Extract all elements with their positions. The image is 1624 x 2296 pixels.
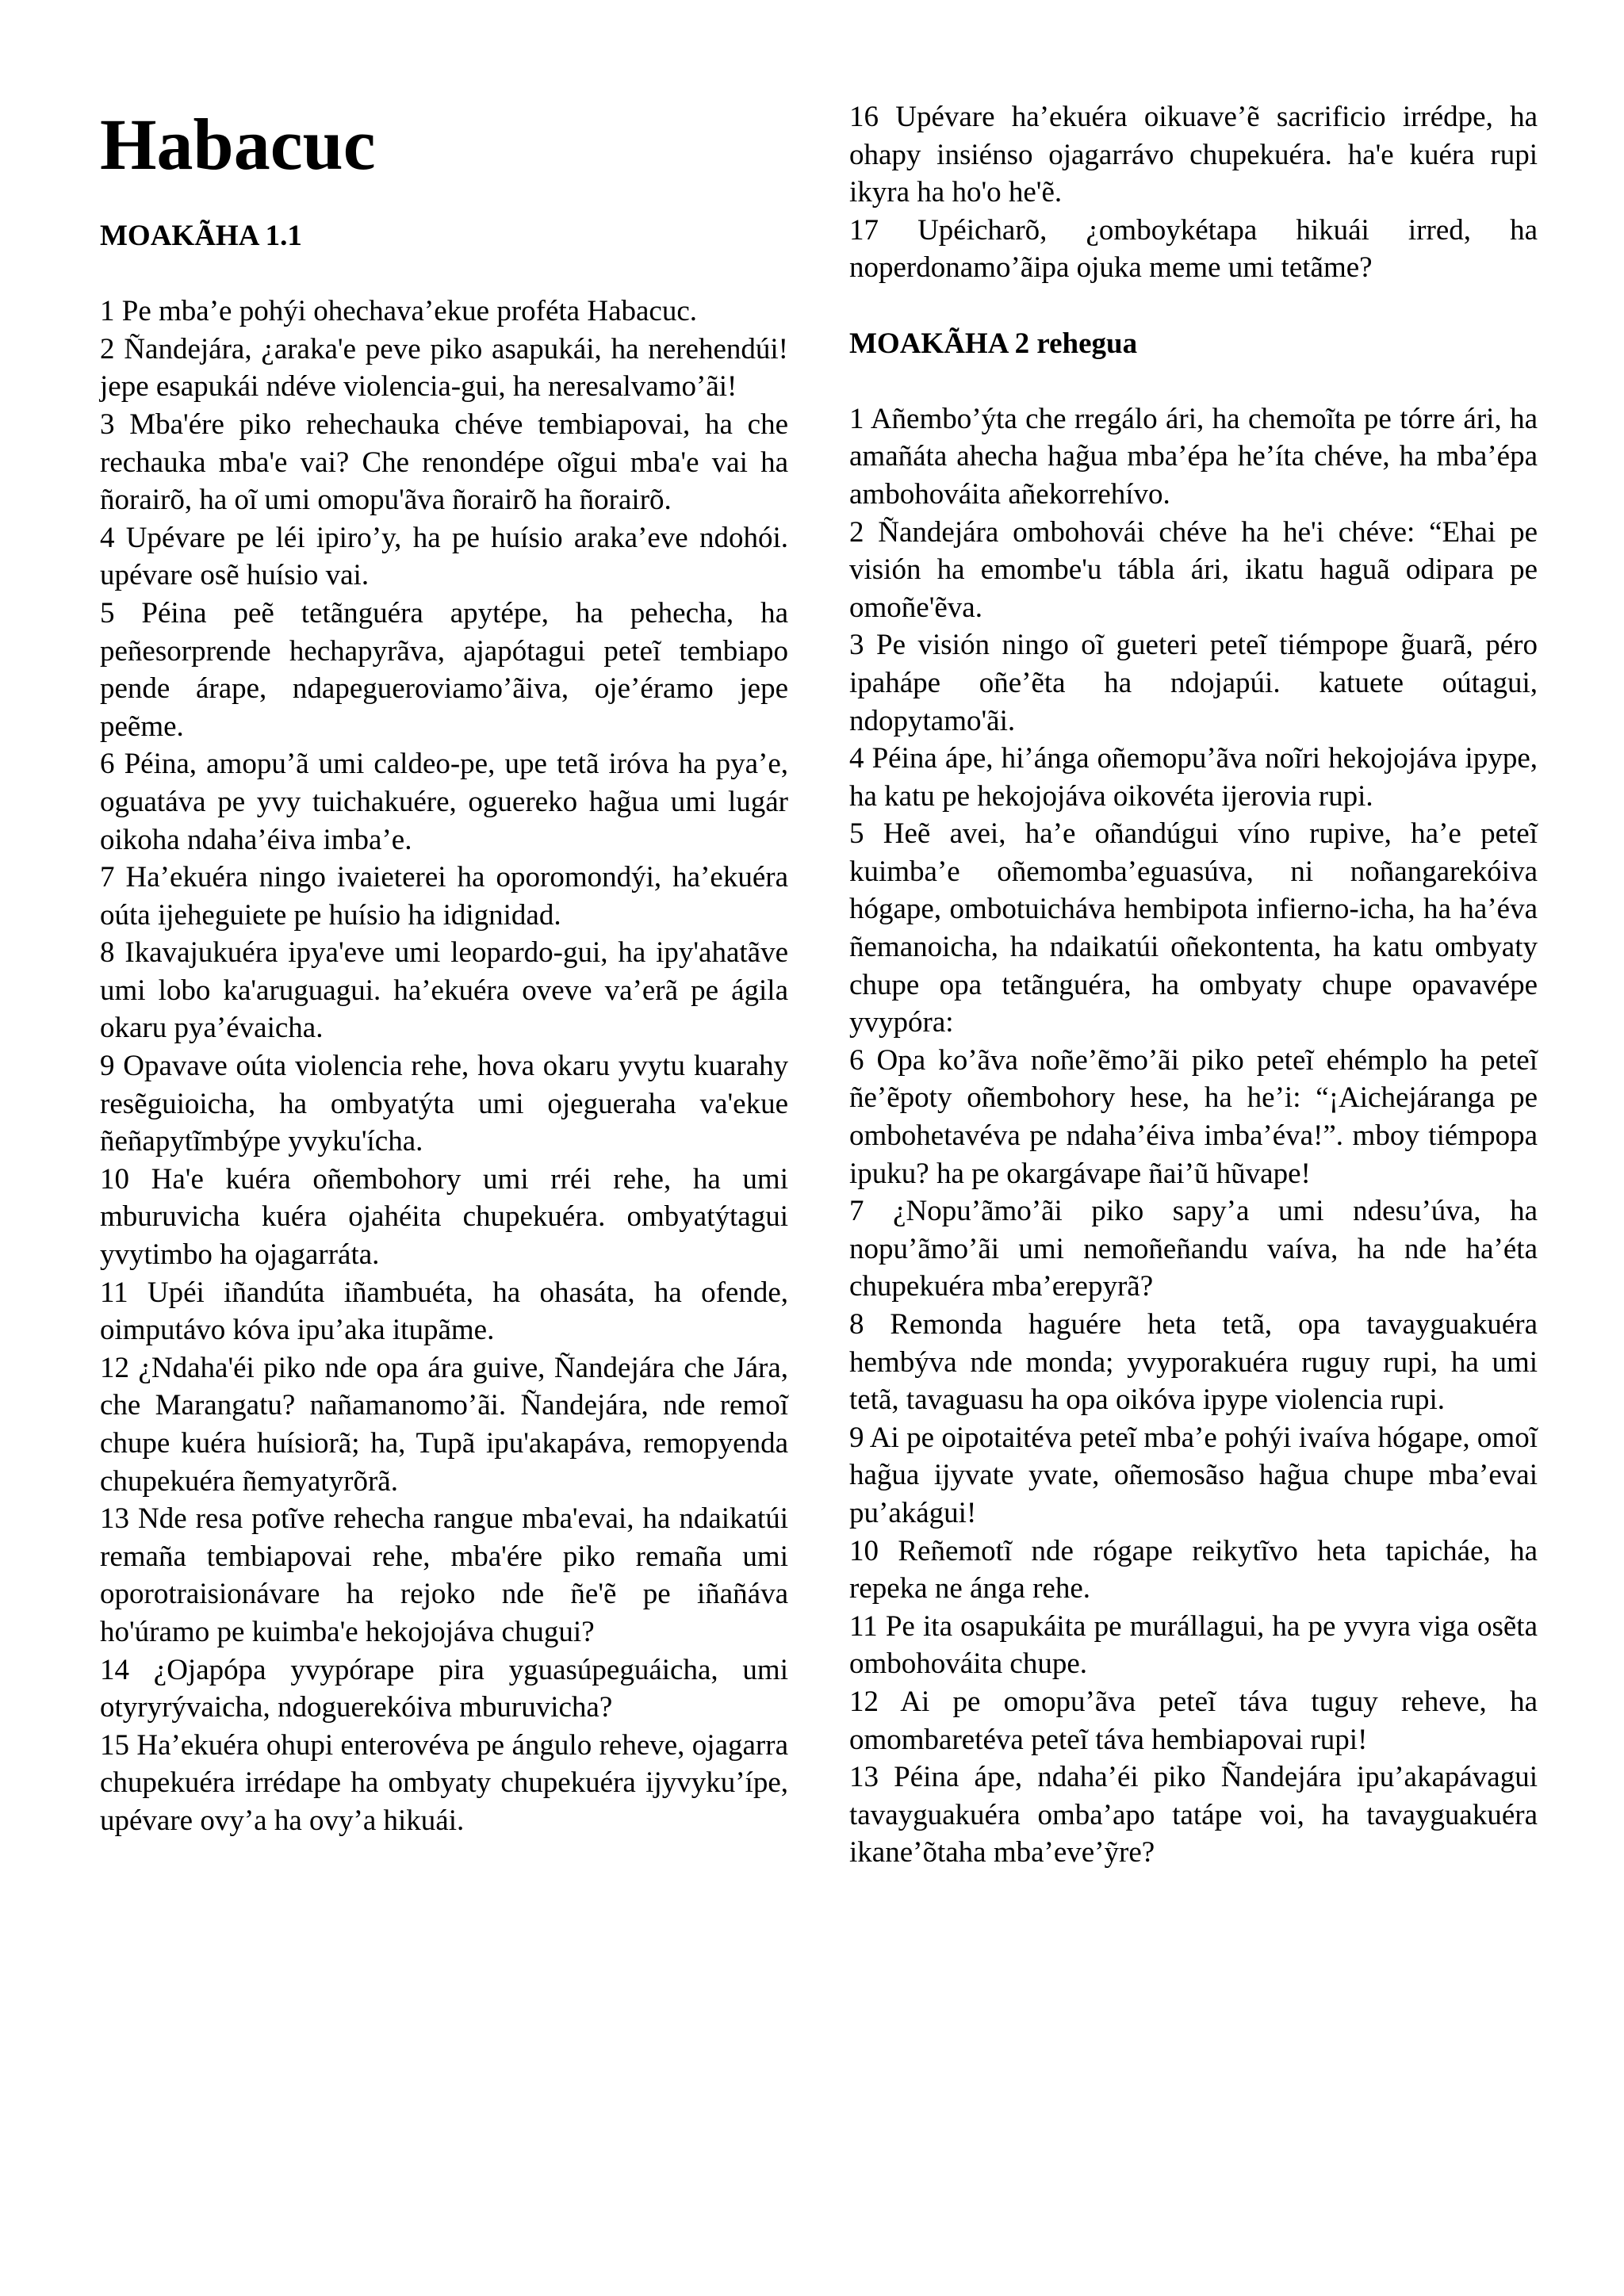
verse: 9 Opavave oúta violencia rehe, hova okaru yvytu kuarahy resẽguioicha, ha ombyatýta umi ojegueraha va'ekue ñeñapytĩmbýpe yvyku'ícha.: [100, 1050, 788, 1158]
spacer: [849, 362, 1538, 400]
verse: 16 Upévare ha’ekuéra oikuave’ẽ sacrificio irrédpe, ha ohapy insiénso ojagarrávo chupekuéra. ha'e kuéra rupi ikyra ha ho'o he'ẽ.: [849, 101, 1538, 209]
verse: 4 Péina ápe, hi’ánga oñemopu’ãva noĩri hekojojáva ipype, ha katu pe hekojojáva oikovéta ijerovia rupi.: [849, 742, 1538, 813]
verse: 7 ¿Nopu’ãmo’ãi piko sapy’a umi ndesu’úva, ha nopu’ãmo’ãi umi nemoñeñandu vaíva, ha nde ha’éta chupekuéra mba’erepyrã?: [849, 1195, 1538, 1303]
verse: 7 Ha’ekuéra ningo ivaieterei ha oporomondýi, ha’ekuéra oúta ijeheguiete pe huísio ha idignidad.: [100, 861, 788, 932]
verse: 11 Upéi iñandúta iñambuéta, ha ohasáta, ha ofende, oimputávo kóva ipu’aka itupãme.: [100, 1276, 788, 1347]
verse: 10 Ha'e kuéra oñembohory umi rréi rehe, ha umi mburuvicha kuéra ojahéita chupekuéra. ombyatýtagui yvytimbo ha ojagarráta.: [100, 1162, 788, 1272]
verse: 6 Opa ko’ãva noñe’ẽmo’ãi piko peteĩ ehémplo ha peteĩ ñe’ẽpoty oñembohory hese, ha he’i: “¡Aichejáranga pe ombohetavéva pe ndaha’éiva imba’éva!”. mboy tiémpopa ipuku? ha pe okargávape ñai’ũ hũvape!: [849, 1043, 1538, 1190]
verse: 12 Ai pe omopu’ãva peteĩ táva tuguy reheve, ha omombaretéva peteĩ táva hembiapovai rupi!: [849, 1685, 1538, 1756]
chapter-1-heading: MOAKÃHA 1.1: [100, 220, 302, 252]
spacer: [849, 287, 1538, 325]
verse: 12 ¿Ndaha'éi piko nde opa ára guive, Ñandejára che Jára, che Marangatu? nañamanomo’ãi. Ñandejára, nde remoĩ chupe kuéra huísiorã; ha, Tupã ipu'akapáva, remopyenda chupekuéra ñemyatyrõrã.: [100, 1351, 788, 1498]
left-column: [100, 105, 788, 1840]
verse: 15 Ha’ekuéra ohupi enterovéva pe ángulo reheve, ojagarra chupekuéra irrédape ha ombyaty chupekuéra ijyvyku’ípe, upévare ovy’a ha ovy’a hikuái.: [100, 1728, 788, 1837]
verse: 8 Remonda haguére heta tetã, opa tavayguakuéra hembýva nde monda; yvyporakuéra ruguy rupi, ha umi tetã, tavaguasu ha opa oikóva ipype violencia rupi.: [849, 1308, 1538, 1417]
verse: 8 Ikavajukuéra ipya'eve umi leopardo-gui, ha ipy'ahatãve umi lobo ka'aruguagui. ha’ekuéra oveve va’erã pe ágila okaru pya’évaicha.: [100, 936, 788, 1045]
verse: 17 Upéicharõ, ¿omboykétapa hikuái irred, ha noperdonamo’ãipa ojuka meme umi tetãme?: [849, 213, 1538, 285]
verse: 13 Péina ápe, ndaha’éi piko Ñandejára ipu’akapávagui tavayguakuéra omba’apo tatápe voi, ha tavayguakuéra ikane’õtaha mba’eve’ỹre?: [849, 1761, 1538, 1869]
book-title: Habacuc: [100, 104, 376, 185]
verse: 4 Upévare pe léi ipiro’y, ha pe huísio araka’eve ndohói. upévare osẽ huísio vai.: [100, 521, 788, 592]
verse: 14 ¿Ojapópa yvypórape pira yguasúpeguáicha, umi otyryrývaicha, ndoguerekóiva mburuvicha?: [100, 1653, 788, 1724]
verse: 3 Mba'ére piko rehechauka chéve tembiapovai, ha che rechauka mba'e vai? Che renondépe oĩgui mba'e vai ha ñorairõ, ha oĩ umi omopu'ãva ñorairõ ha ñorairõ.: [100, 408, 788, 517]
verse: 3 Pe visión ningo oĩ gueteri peteĩ tiémpope g̃uarã, péro ipahápe oñe’ẽta ha ndojapúi. katuete oútagui, ndopytamo'ãi.: [849, 629, 1538, 737]
verse: 2 Ñandejára ombohovái chéve ha he'i chéve: “Ehai pe visión ha emombe'u tábla ári, ikatu haguã odipara pe omoñe'ẽva.: [849, 515, 1538, 624]
verse: 6 Péina, amopu’ã umi caldeo-pe, upe tetã iróva ha pya’e, oguatáva pe yvy tuichakuére, oguereko hag̃ua umi lugár oikoha ndaha’éiva imba’e.: [100, 748, 788, 856]
verse: 5 Heẽ avei, ha’e oñandúgui víno rupive, ha’e peteĩ kuimba’e oñemomba’eguasúva, ni noñangarekóiva hógape, ombotuicháva hembipota infierno-icha, ha ha’éva ñemanoicha, ha ndaikatúi oñekontenta, ha katu ombyaty chupe opa tetãnguéra, ha ombyaty chupe opavavépe yvypóra:: [849, 817, 1538, 1039]
verse: 10 Reñemotĩ nde rógape reikytĩvo heta tapicháe, ha repeka ne ánga rehe.: [849, 1534, 1538, 1605]
verse: 9 Ai pe oipotaitéva peteĩ mba’e pohýi ivaíva hógape, omoĩ hag̃ua ijyvate yvate, oñemosãso hag̃ua chupe mba’evai pu’akágui!: [849, 1421, 1538, 1529]
verse: 5 Péina peẽ tetãnguéra apytépe, ha pehecha, ha peñesorprende hechapyrãva, ajapótagui peteĩ tembiapo pende árape, ndapegueroviamo’ãiva, oje’éramo jepe peẽme.: [100, 596, 788, 743]
verse: 1 Pe mba’e pohýi ohechava’ekue proféta Habacuc.: [100, 295, 698, 328]
chapter-2-heading: MOAKÃHA 2 rehegua: [849, 327, 1138, 360]
spacer: [100, 255, 788, 293]
verse: 1 Añembo’ýta che rregálo ári, ha chemoĩta pe tórre ári, ha amañáta ahecha hag̃ua mba’épa he’íta chéve, ha mba’épa ambohováita añekorrehívo.: [849, 402, 1538, 511]
verse: 11 Pe ita osapukáita pe murállagui, ha pe yvyra viga osẽta ombohováita chupe.: [849, 1609, 1538, 1681]
verse: 13 Nde resa potĩve rehecha rangue mba'evai, ha ndaikatúi remaña tembiapovai rehe, mba'ére piko remaña umi oporotraisionávare ha rejoko nde ñe'ẽ pe iñañáva ho'úramo pe kuimba'e hekojojáva chugui?: [100, 1502, 788, 1648]
verse: 2 Ñandejára, ¿araka'e peve piko asapukái, ha nerehendúi! jepe esapukái ndéve violencia-gui, ha neresalvamo’ãi!: [100, 332, 788, 404]
right-column: [849, 98, 1538, 1872]
